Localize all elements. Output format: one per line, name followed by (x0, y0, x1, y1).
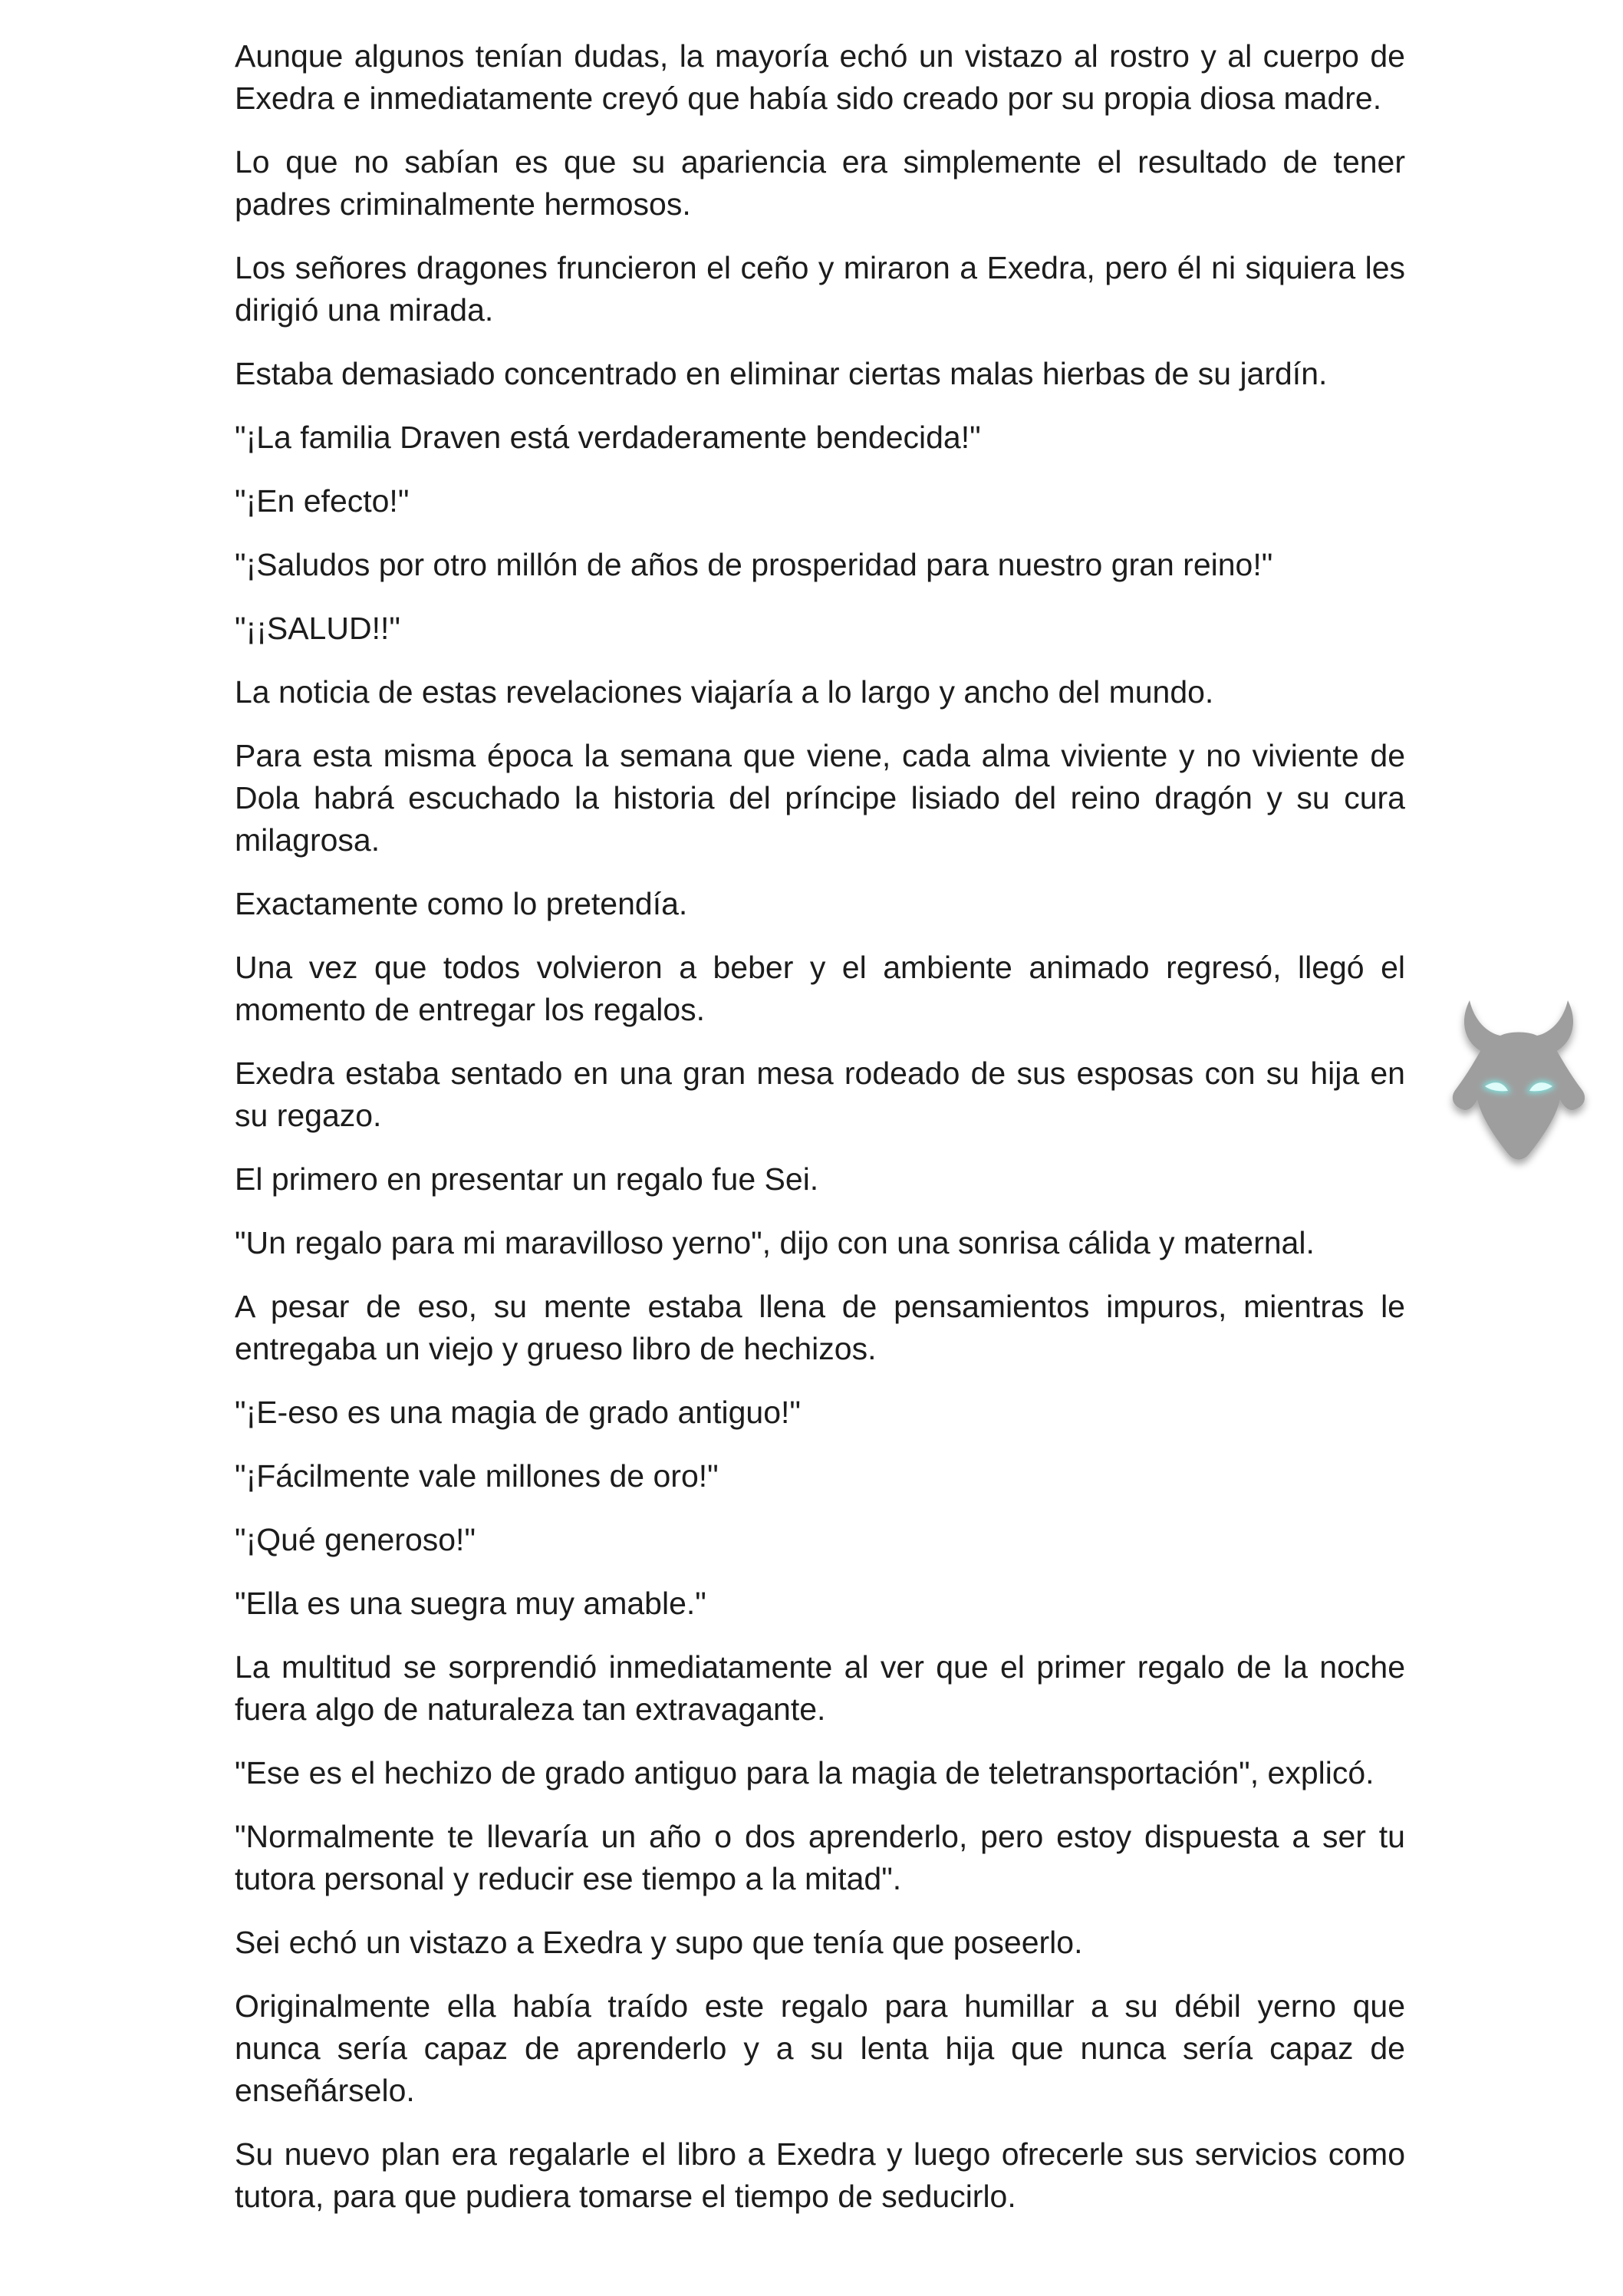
paragraph: A pesar de eso, su mente estaba llena de pensamientos impuros, mientras le entregaba un viejo y grueso libro de hechizos. (235, 1289, 1405, 1366)
paragraph: Exactamente como lo pretendía. (235, 886, 688, 921)
paragraph: "Ese es el hechizo de grado antiguo para la magia de teletransportación", explicó. (235, 1755, 1374, 1790)
paragraph: "¡En efecto!" (235, 483, 410, 519)
paragraph: "Ella es una suegra muy amable." (235, 1586, 706, 1621)
paragraph: Sei echó un vistazo a Exedra y supo que tenía que poseerlo. (235, 1925, 1083, 1960)
paragraph: Su nuevo plan era regalarle el libro a Exedra y luego ofrecerle sus servicios como tutora, para que pudiera tomarse el tiempo de seducirlo. (235, 2136, 1405, 2214)
paragraph: "Un regalo para mi maravilloso yerno", dijo con una sonrisa cálida y maternal. (235, 1225, 1315, 1260)
paragraph: Originalmente ella había traído este regalo para humillar a su débil yerno que nunca sería capaz de aprenderlo y a su lenta hija que nunca sería capaz de enseñárselo. (235, 1988, 1405, 2108)
paragraph: "¡Qué generoso!" (235, 1522, 476, 1557)
paragraph: Para esta misma época la semana que viene, cada alma viviente y no viviente de Dola habrá escuchado la historia del príncipe lisiado del reino dragón y su cura milagrosa. (235, 738, 1405, 858)
paragraph: Una vez que todos volvieron a beber y el ambiente animado regresó, llegó el momento de entregar los regalos. (235, 950, 1405, 1027)
paragraph: La multitud se sorprendió inmediatamente al ver que el primer regalo de la noche fuera algo de naturaleza tan extravagante. (235, 1649, 1405, 1727)
text-column (235, 35, 1405, 2239)
paragraph: Lo que no sabían es que su apariencia era simplemente el resultado de tener padres criminalmente hermosos. (235, 144, 1405, 222)
paragraph: Exedra estaba sentado en una gran mesa rodeado de sus esposas con su hija en su regazo. (235, 1056, 1405, 1133)
paragraph: Estaba demasiado concentrado en eliminar ciertas malas hierbas de su jardín. (235, 356, 1328, 391)
paragraph: "¡La familia Draven está verdaderamente bendecida!" (235, 420, 981, 455)
paragraph: "Normalmente te llevaría un año o dos aprenderlo, pero estoy dispuesta a ser tu tutora personal y reducir ese tiempo a la mitad". (235, 1819, 1405, 1896)
paragraph: "¡Fácilmente vale millones de oro!" (235, 1458, 719, 1494)
paragraph: "¡Saludos por otro millón de años de prosperidad para nuestro gran reino!" (235, 547, 1273, 582)
paragraph: "¡¡SALUD!!" (235, 611, 400, 646)
paragraph: La noticia de estas revelaciones viajaría a lo largo y ancho del mundo. (235, 674, 1214, 710)
paragraph: El primero en presentar un regalo fue Sei. (235, 1161, 819, 1197)
paragraph: Aunque algunos tenían dudas, la mayoría echó un vistazo al rostro y al cuerpo de Exedra e inmediatamente creyó que había sido creado por su propia diosa madre. (235, 38, 1405, 116)
paragraph: Los señores dragones fruncieron el ceño y miraron a Exedra, pero él ni siquiera les dirigió una mirada. (235, 250, 1405, 328)
paragraph: "¡E-eso es una magia de grado antiguo!" (235, 1395, 801, 1430)
demon-head-icon (1442, 991, 1595, 1183)
